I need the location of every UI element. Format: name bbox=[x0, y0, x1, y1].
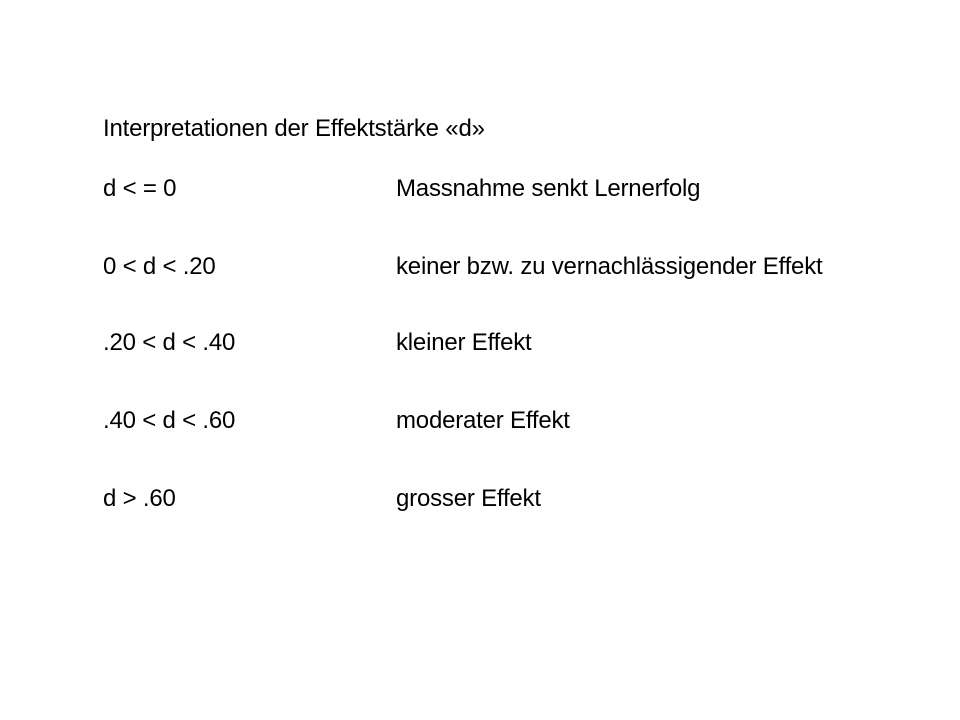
effect-row bbox=[103, 404, 883, 438]
effect-row bbox=[103, 250, 883, 284]
effect-meaning: grosser Effekt bbox=[396, 485, 541, 512]
effect-meaning: moderater Effekt bbox=[396, 407, 570, 434]
effect-meaning: Massnahme senkt Lernerfolg bbox=[396, 175, 701, 202]
slide-content bbox=[103, 112, 883, 560]
effect-row bbox=[103, 326, 883, 360]
effect-condition: 0 < d < .20 bbox=[103, 253, 216, 280]
effect-row bbox=[103, 482, 883, 516]
slide-title: Interpretationen der Effektstärke «d» bbox=[103, 115, 485, 142]
effect-meaning: keiner bzw. zu vernachlässigender Effekt bbox=[396, 253, 823, 280]
effect-row bbox=[103, 172, 883, 206]
effect-condition: .40 < d < .60 bbox=[103, 407, 236, 434]
effect-condition: d > .60 bbox=[103, 485, 176, 512]
effect-condition: d < = 0 bbox=[103, 175, 177, 202]
effect-meaning: kleiner Effekt bbox=[396, 329, 532, 356]
effect-condition: .20 < d < .40 bbox=[103, 329, 236, 356]
